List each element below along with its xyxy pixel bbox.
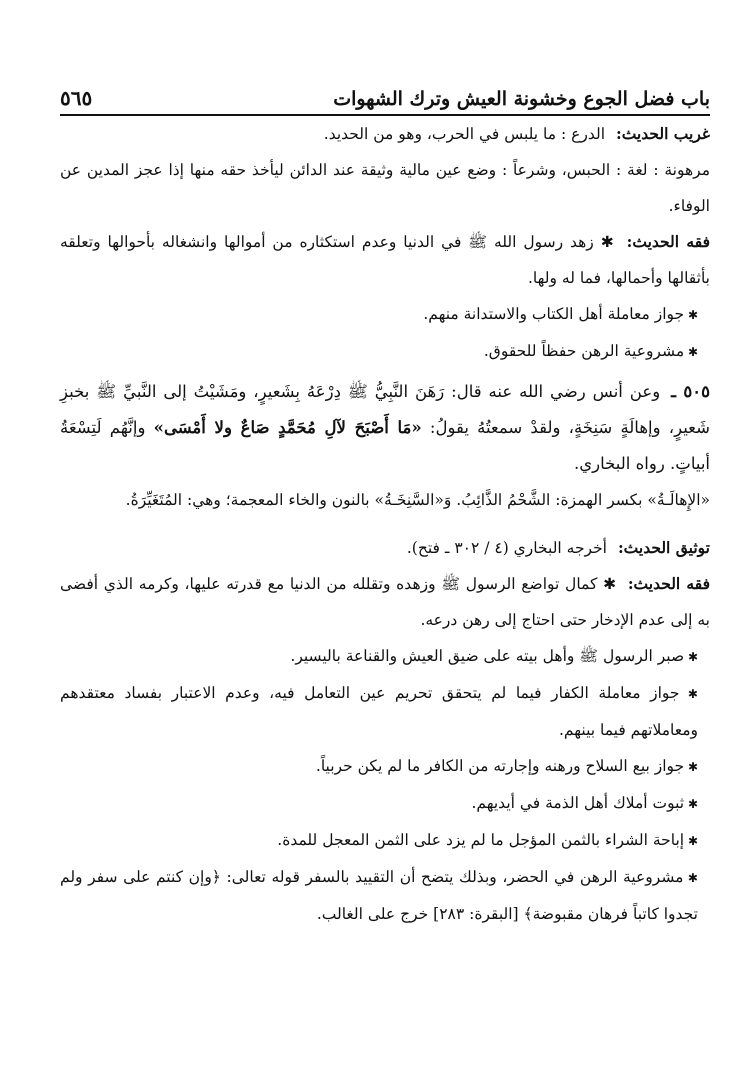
fiqh1-bullet: ✱ مشروعية الرهن حفظاً للحقوق. [60,333,710,370]
fiqh2-bullet: ✱ جواز بيع السلاح ورهنه وإجارته من الكافر ما لم يكن حربياً. [60,748,710,785]
fiqh2-bullet: ✱ مشروعية الرهن في الحضر، وبذلك يتضح أن التقييد بالسفر قوله تعالى: ﴿وإن كنتم على سفر ولم تجدوا كاتباً فرهان مقبوضة﴾ [البقرة: ٢٨٣] خرج على الغالب. [60,859,710,932]
gharib-dir3: الدرع : ما يلبس في الحرب، وهو من الحديد. [323,125,606,143]
fiqh1-intro: ✱ زهد رسول الله ﷺ في الدنيا وعدم استكثاره من أموالها وانشغاله بأحوالها وتعلقه بأثقالها وأحمالها، فما له ولها. [60,233,710,287]
hadith-505 [60,374,710,482]
fiqh2-section [60,566,710,638]
hadith-text-b: وإنَّهُم لَتِسْعَةُ أبياتٍ. رواه البخاري. [60,418,710,473]
tawthiq-section [60,530,710,566]
page-header [60,70,710,116]
fiqh2-bullet: ✱ جواز معاملة الكفار فيما لم يتحقق تحريم عين التعامل فيه، وعدم الاعتبار بفساد معتقدهم ومعاملاتهم فيما بينهم. [60,675,710,748]
book-page [60,70,710,932]
page-number: ٥٦٥ [60,86,93,110]
hadith-explanation: «الإِهالَـةُ» بكسر الهمزة: الشَّحْمُ الذَّائِبُ. وَ«السَّنِخَـةُ» بالنون والخاء المعجمة؛ وهي: المُتَغَيِّرَةُ. [125,491,710,509]
hadith-text-a: رَهَنَ النَّبِيُّ ﷺ دِرْعَهُ بِشَعيرٍ، ومَشَيْتُ إلى النَّبيِّ ﷺ بخبزِ شَعيرٍ، وإهالَةٍ سَنِخَةٍ، ولقدْ سمعتُهُ يقولُ: [60,382,710,437]
fiqh1-label: فقه الحديث: [626,232,710,251]
gharib-section [60,116,710,152]
fiqh2-label: فقه الحديث: [627,574,710,593]
hadith-number: ٥٠٥ ـ [671,382,710,401]
tawthiq-label: توثيق الحديث: [617,538,710,557]
fiqh1-section [60,224,710,296]
gharib-label: غريب الحديث: [615,124,710,143]
fiqh2-bullet: ✱ صبر الرسول ﷺ وأهل بيته على ضيق العيش والقناعة باليسير. [60,638,710,675]
tawthiq-text: أخرجه البخاري (٤ / ٣٠٢ ـ فتح). [406,539,607,557]
fiqh2-intro: ✱ كمال تواضع الرسول ﷺ وزهده وتقلله من الدنيا مع قدرته عليها، وكرمه الذي أفضى به إلى عدم الإدخار حتى احتاج إلى رهن درعه. [60,575,710,629]
hadith-matn: «مَا أَصْبَحَ لآلِ مُحَمَّدٍ صَاعٌ ولا أَمْسَى» [153,418,422,437]
page-body [60,116,710,932]
chapter-title: باب فضل الجوع وخشونة العيش وترك الشهوات [333,88,710,110]
hadith-intro: وعن أنس رضي الله عنه قال: [451,382,661,401]
gharib-rahn: مرهونة : لغة : الحبس، وشرعاً : وضع عين مالية وثيقة عند الدائن ليأخذ حقه منها إذا عجز المدين عن الوفاء. [60,161,710,215]
fiqh1-bullet: ✱ جواز معاملة أهل الكتاب والاستدانة منهم. [60,296,710,333]
fiqh2-bullet: ✱ إباحة الشراء بالثمن المؤجل ما لم يزد على الثمن المعجل للمدة. [60,822,710,859]
fiqh2-bullet: ✱ ثبوت أملاك أهل الذمة في أيديهم. [60,785,710,822]
